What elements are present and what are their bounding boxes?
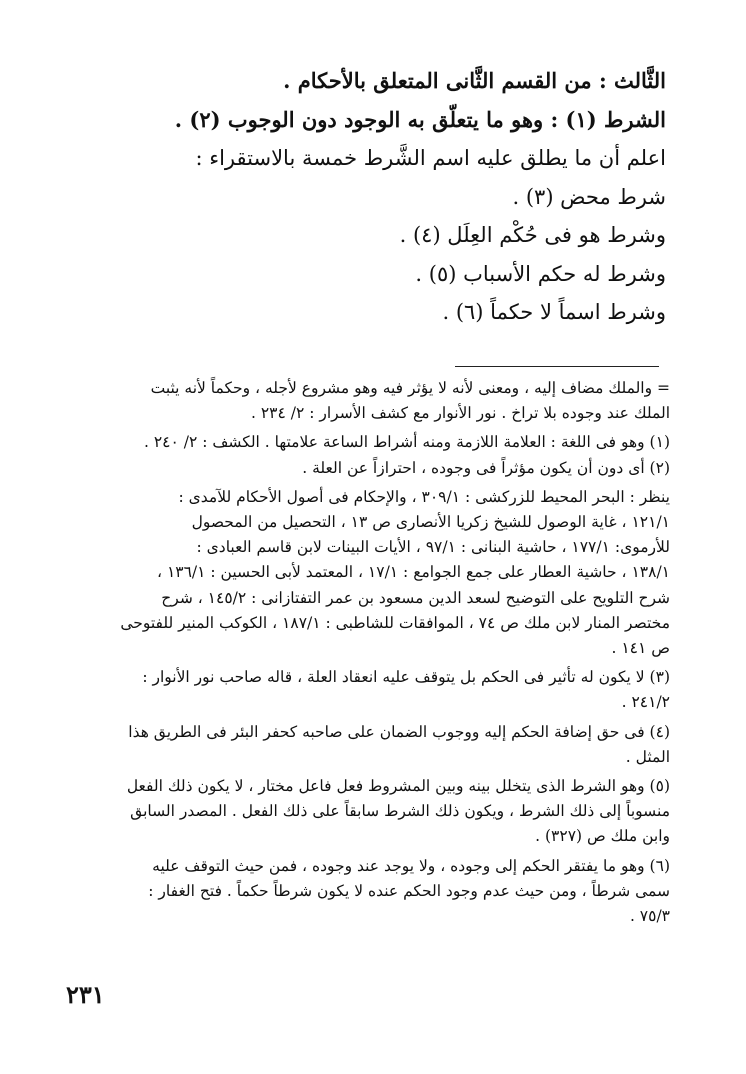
footnotes-section [66, 376, 670, 929]
footnote-line: ينظر : البحر المحيط للزركشى : ٣٠٩/١ ، والإحكام فى أصول الأحكام للآمدى : [178, 487, 670, 506]
footnote-2-references [66, 485, 670, 661]
footnote-line: وابن ملك ص (٣٢٧) . [535, 827, 670, 846]
main-text-line: اعلم أن ما يطلق عليه اسم الشَّرط خمسة بالاستقراء : [195, 146, 666, 170]
main-text-body [90, 62, 666, 332]
main-text-line: وشرط اسماً لا حكماً (٦) . [442, 300, 666, 324]
footnote-line: ص ١٤١ . [611, 639, 670, 658]
footnote-continuation [66, 376, 670, 426]
footnote-line: (٢) أى دون أن يكون مؤثراً فى وجوده ، احترازاً عن العلة . [302, 458, 670, 477]
footnote-line: (١) وهو فى اللغة : العلامة اللازمة ومنه أشراط الساعة علامتها . الكشف : ٢/ ٢٤٠ . [143, 433, 670, 452]
footnote-6 [66, 854, 670, 930]
main-heading-line: الثَّالث : من القسم الثَّانى المتعلق بالأحكام . [283, 68, 666, 93]
page-number: ٢٣١ [66, 980, 105, 1009]
footnote-line: سمى شرطاً ، ومن حيث عدم وجود الحكم عنده لا يكون شرطاً حكماً . فتح الغفار : [148, 881, 670, 900]
footnote-2 [66, 456, 670, 481]
footnote-4 [66, 720, 670, 770]
main-text-line: شرط محض (٣) . [512, 184, 666, 209]
footnote-line: المثل . [625, 747, 670, 766]
footnote-line: ١٢١/١ ، غاية الوصول للشيخ زكريا الأنصارى ص ١٣ ، التحصيل من المحصول [191, 513, 670, 532]
footnote-separator [455, 366, 659, 367]
footnote-line: ١٣٨/١ ، حاشية العطار على جمع الجوامع : ١٧/١ ، المعتمد لأبى الحسين : ١٣٦/١ ، [157, 563, 670, 582]
main-text-line: وشرط هو فى حُكْم العِلَل (٤) . [399, 223, 666, 247]
footnote-line: = والملك مضاف إليه ، ومعنى لأنه لا يؤثر فيه وهو مشروع لأجله ، وحكماً لأنه يثبت [150, 379, 670, 397]
footnote-5 [66, 774, 670, 850]
footnote-line: (٦) وهو ما يفتقر الحكم إلى وجوده ، ولا يوجد عند وجوده ، فمن حيث التوقف عليه [152, 856, 670, 875]
footnote-line: (٥) وهو الشرط الذى يتخلل بينه وبين المشروط فعل فاعل مختار ، لا يكون ذلك الفعل [126, 777, 670, 796]
footnote-line: للأرموى: ١٧٧/١ ، حاشية البنانى : ٩٧/١ ، الأيات البينات لابن قاسم العبادى : [196, 538, 670, 557]
main-text-line: وشرط له حكم الأسباب (٥) . [415, 261, 666, 286]
footnote-line: مختصر المنار لابن ملك ص ٧٤ ، الموافقات للشاطبى : ١٨٧/١ ، الكوكب المنير للفتوحى [120, 613, 670, 632]
main-definition-line: الشرط (١) : وهو ما يتعلّق به الوجود دون الوجوب (٢) . [174, 106, 666, 132]
footnote-line: ٢٤١/٢ . [621, 693, 670, 712]
footnote-line: (٣) لا يكون له تأثير فى الحكم بل يتوقف عليه انعقاد العلة ، قاله صاحب نور الأنوار : [142, 668, 670, 687]
footnote-line: منسوباً إلى ذلك الشرط ، ويكون ذلك الشرط سابقاً على ذلك الفعل . المصدر السابق [130, 802, 670, 821]
footnote-1 [66, 430, 670, 455]
footnote-line: (٤) فى حق إضافة الحكم إليه ووجوب الضمان على صاحبه كحفر البئر فى الطريق هذا [128, 722, 670, 741]
footnote-line: شرح التلويح على التوضيح لسعد الدين مسعود بن عمر التفتازانى : ١٤٥/٢ ، شرح [161, 588, 670, 607]
footnote-3 [66, 665, 670, 715]
footnote-line: الملك عند وجوده بلا تراخ . نور الأنوار مع كشف الأسرار : ٢/ ٢٣٤ . [250, 404, 670, 423]
footnote-line: ٧٥/٣ . [629, 907, 670, 926]
